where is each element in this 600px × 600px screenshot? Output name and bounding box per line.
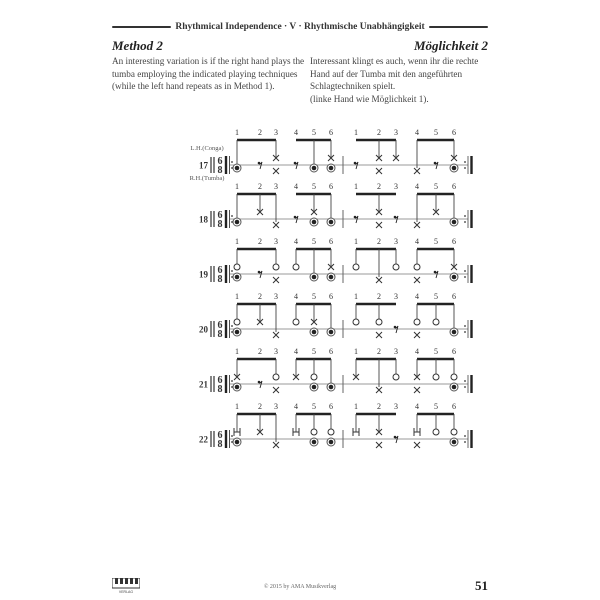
count-label: 6 bbox=[329, 292, 333, 301]
count-label: 2 bbox=[258, 128, 262, 137]
count-label: 1 bbox=[235, 402, 239, 411]
count-label: 4 bbox=[415, 402, 419, 411]
open-tone-icon bbox=[273, 264, 279, 270]
method-heading-en: Method 2 bbox=[112, 38, 163, 53]
tip-note-icon bbox=[273, 168, 279, 174]
count-label: 5 bbox=[312, 402, 316, 411]
time-signature-top: 6 bbox=[217, 430, 223, 441]
open-tone-icon bbox=[293, 264, 299, 270]
count-label: 5 bbox=[434, 292, 438, 301]
right-hand-label: R.H.(Tumba) bbox=[189, 175, 225, 182]
count-label: 2 bbox=[258, 347, 262, 356]
count-label: 1 bbox=[235, 237, 239, 246]
open-tone-icon bbox=[451, 429, 457, 435]
count-label: 2 bbox=[377, 237, 381, 246]
count-label: 4 bbox=[294, 237, 298, 246]
count-label: 5 bbox=[434, 347, 438, 356]
count-label: 2 bbox=[377, 182, 381, 191]
count-label: 1 bbox=[354, 402, 358, 411]
open-tone-icon bbox=[353, 319, 359, 325]
time-signature-bottom: 8 bbox=[217, 165, 223, 176]
count-label: 2 bbox=[377, 347, 381, 356]
open-tone-icon bbox=[451, 374, 457, 380]
exercise-number: 18 bbox=[199, 214, 208, 225]
count-label: 1 bbox=[354, 292, 358, 301]
count-label: 6 bbox=[452, 182, 456, 191]
count-label: 6 bbox=[452, 292, 456, 301]
description-line: An interesting variation is if the right hand plays the bbox=[112, 56, 305, 66]
count-label: 3 bbox=[274, 292, 278, 301]
count-label: 4 bbox=[294, 292, 298, 301]
open-tone-icon bbox=[433, 374, 439, 380]
count-label: 3 bbox=[274, 128, 278, 137]
count-label: 1 bbox=[354, 237, 358, 246]
count-label: 3 bbox=[394, 347, 398, 356]
count-label: 5 bbox=[312, 237, 316, 246]
tip-note-icon bbox=[376, 168, 382, 174]
open-tone-icon bbox=[414, 264, 420, 270]
count-label: 3 bbox=[274, 182, 278, 191]
exercise-number: 20 bbox=[199, 324, 208, 335]
tip-note-icon bbox=[273, 442, 279, 448]
count-label: 4 bbox=[415, 292, 419, 301]
open-tone-icon bbox=[414, 319, 420, 325]
exercise-number: 21 bbox=[199, 379, 208, 390]
copyright-notice: © 2015 by AMA Musikverlag bbox=[263, 584, 337, 590]
tip-note-icon bbox=[376, 332, 382, 338]
tip-note-icon bbox=[273, 277, 279, 283]
count-label: 2 bbox=[377, 402, 381, 411]
count-label: 1 bbox=[235, 128, 239, 137]
description-line: Schlagtechniken spielt. bbox=[310, 81, 396, 91]
open-tone-icon bbox=[273, 374, 279, 380]
description-line: tumba employing the indicated playing techniques bbox=[112, 68, 298, 79]
count-label: 4 bbox=[415, 182, 419, 191]
count-label: 5 bbox=[312, 128, 316, 137]
exercise-19 bbox=[199, 237, 472, 285]
tip-note-icon bbox=[414, 222, 420, 228]
count-label: 2 bbox=[258, 402, 262, 411]
time-signature-bottom: 8 bbox=[217, 274, 223, 285]
time-signature-bottom: 8 bbox=[217, 384, 223, 395]
count-label: 6 bbox=[329, 128, 333, 137]
count-label: 5 bbox=[312, 292, 316, 301]
time-signature-bottom: 8 bbox=[217, 439, 223, 450]
count-label: 5 bbox=[312, 347, 316, 356]
tip-note-icon bbox=[376, 277, 382, 283]
count-label: 3 bbox=[274, 402, 278, 411]
count-label: 1 bbox=[235, 347, 239, 356]
tip-note-icon bbox=[376, 222, 382, 228]
open-tone-icon bbox=[376, 319, 382, 325]
description-line: (linke Hand wie Möglichkeit 1). bbox=[310, 93, 429, 104]
count-label: 1 bbox=[354, 347, 358, 356]
count-label: 4 bbox=[415, 237, 419, 246]
method-heading-de: Möglichkeit 2 bbox=[413, 38, 488, 53]
count-label: 4 bbox=[415, 347, 419, 356]
open-tone-icon bbox=[328, 429, 334, 435]
time-signature-top: 6 bbox=[217, 320, 223, 331]
open-tone-icon bbox=[393, 264, 399, 270]
time-signature-top: 6 bbox=[217, 375, 223, 386]
count-label: 6 bbox=[452, 237, 456, 246]
exercise-number: 19 bbox=[199, 269, 208, 280]
count-label: 3 bbox=[394, 292, 398, 301]
tip-note-icon bbox=[376, 387, 382, 393]
count-label: 3 bbox=[394, 128, 398, 137]
exercise-18 bbox=[199, 182, 472, 230]
count-label: 4 bbox=[415, 128, 419, 137]
open-tone-icon bbox=[234, 264, 240, 270]
svg-text:VERLAG: VERLAG bbox=[118, 590, 134, 594]
tip-note-icon bbox=[414, 387, 420, 393]
count-label: 6 bbox=[452, 402, 456, 411]
tip-note-icon bbox=[273, 387, 279, 393]
count-label: 5 bbox=[312, 182, 316, 191]
time-signature-top: 6 bbox=[217, 265, 223, 276]
count-label: 4 bbox=[294, 402, 298, 411]
open-tone-icon bbox=[311, 374, 317, 380]
exercise-21 bbox=[199, 347, 472, 395]
count-label: 5 bbox=[434, 402, 438, 411]
tip-note-icon bbox=[273, 222, 279, 228]
count-label: 6 bbox=[329, 237, 333, 246]
count-label: 2 bbox=[377, 128, 381, 137]
tip-note-icon bbox=[376, 442, 382, 448]
tip-note-icon bbox=[414, 442, 420, 448]
description-line: (while the left hand repeats as in Method 1). bbox=[112, 81, 275, 91]
count-label: 1 bbox=[235, 182, 239, 191]
exercise-number: 17 bbox=[199, 160, 208, 171]
open-tone-icon bbox=[353, 264, 359, 270]
tip-note-icon bbox=[414, 332, 420, 338]
open-tone-icon bbox=[293, 319, 299, 325]
open-tone-icon bbox=[433, 319, 439, 325]
count-label: 3 bbox=[274, 347, 278, 356]
count-label: 2 bbox=[258, 292, 262, 301]
count-label: 1 bbox=[354, 182, 358, 191]
open-tone-icon bbox=[393, 374, 399, 380]
count-label: 6 bbox=[329, 347, 333, 356]
open-tone-icon bbox=[311, 429, 317, 435]
description-line: Hand auf der Tumba mit den angeführten bbox=[310, 68, 463, 79]
tip-note-icon bbox=[414, 168, 420, 174]
count-label: 2 bbox=[258, 237, 262, 246]
count-label: 3 bbox=[274, 237, 278, 246]
open-tone-icon bbox=[234, 319, 240, 325]
count-label: 4 bbox=[294, 182, 298, 191]
exercise-20 bbox=[199, 292, 472, 340]
count-label: 3 bbox=[394, 182, 398, 191]
count-label: 1 bbox=[354, 128, 358, 137]
page-number: 51 bbox=[475, 578, 488, 593]
tip-note-icon bbox=[273, 332, 279, 338]
count-label: 2 bbox=[377, 292, 381, 301]
exercise-22 bbox=[199, 402, 472, 450]
count-label: 3 bbox=[394, 237, 398, 246]
header-title: Rhythmical Independence · V · Rhythmische Unabhängigkeit bbox=[175, 22, 425, 32]
count-label: 5 bbox=[434, 237, 438, 246]
count-label: 4 bbox=[294, 128, 298, 137]
count-label: 2 bbox=[258, 182, 262, 191]
count-label: 5 bbox=[434, 182, 438, 191]
description-line: Interessant klingt es auch, wenn ihr die rechte bbox=[310, 56, 479, 66]
time-signature-bottom: 8 bbox=[217, 329, 223, 340]
exercise-number: 22 bbox=[199, 434, 208, 445]
tip-note-icon bbox=[414, 277, 420, 283]
count-label: 3 bbox=[394, 402, 398, 411]
count-label: 4 bbox=[294, 347, 298, 356]
count-label: 6 bbox=[329, 182, 333, 191]
count-label: 6 bbox=[452, 128, 456, 137]
time-signature-top: 6 bbox=[217, 210, 223, 221]
count-label: 6 bbox=[452, 347, 456, 356]
count-label: 1 bbox=[235, 292, 239, 301]
open-tone-icon bbox=[433, 429, 439, 435]
time-signature-bottom: 8 bbox=[217, 219, 223, 230]
count-label: 6 bbox=[329, 402, 333, 411]
time-signature-top: 6 bbox=[217, 156, 223, 167]
exercise-17 bbox=[190, 128, 472, 182]
left-hand-label: L.H.(Conga) bbox=[190, 145, 224, 152]
count-label: 5 bbox=[434, 128, 438, 137]
